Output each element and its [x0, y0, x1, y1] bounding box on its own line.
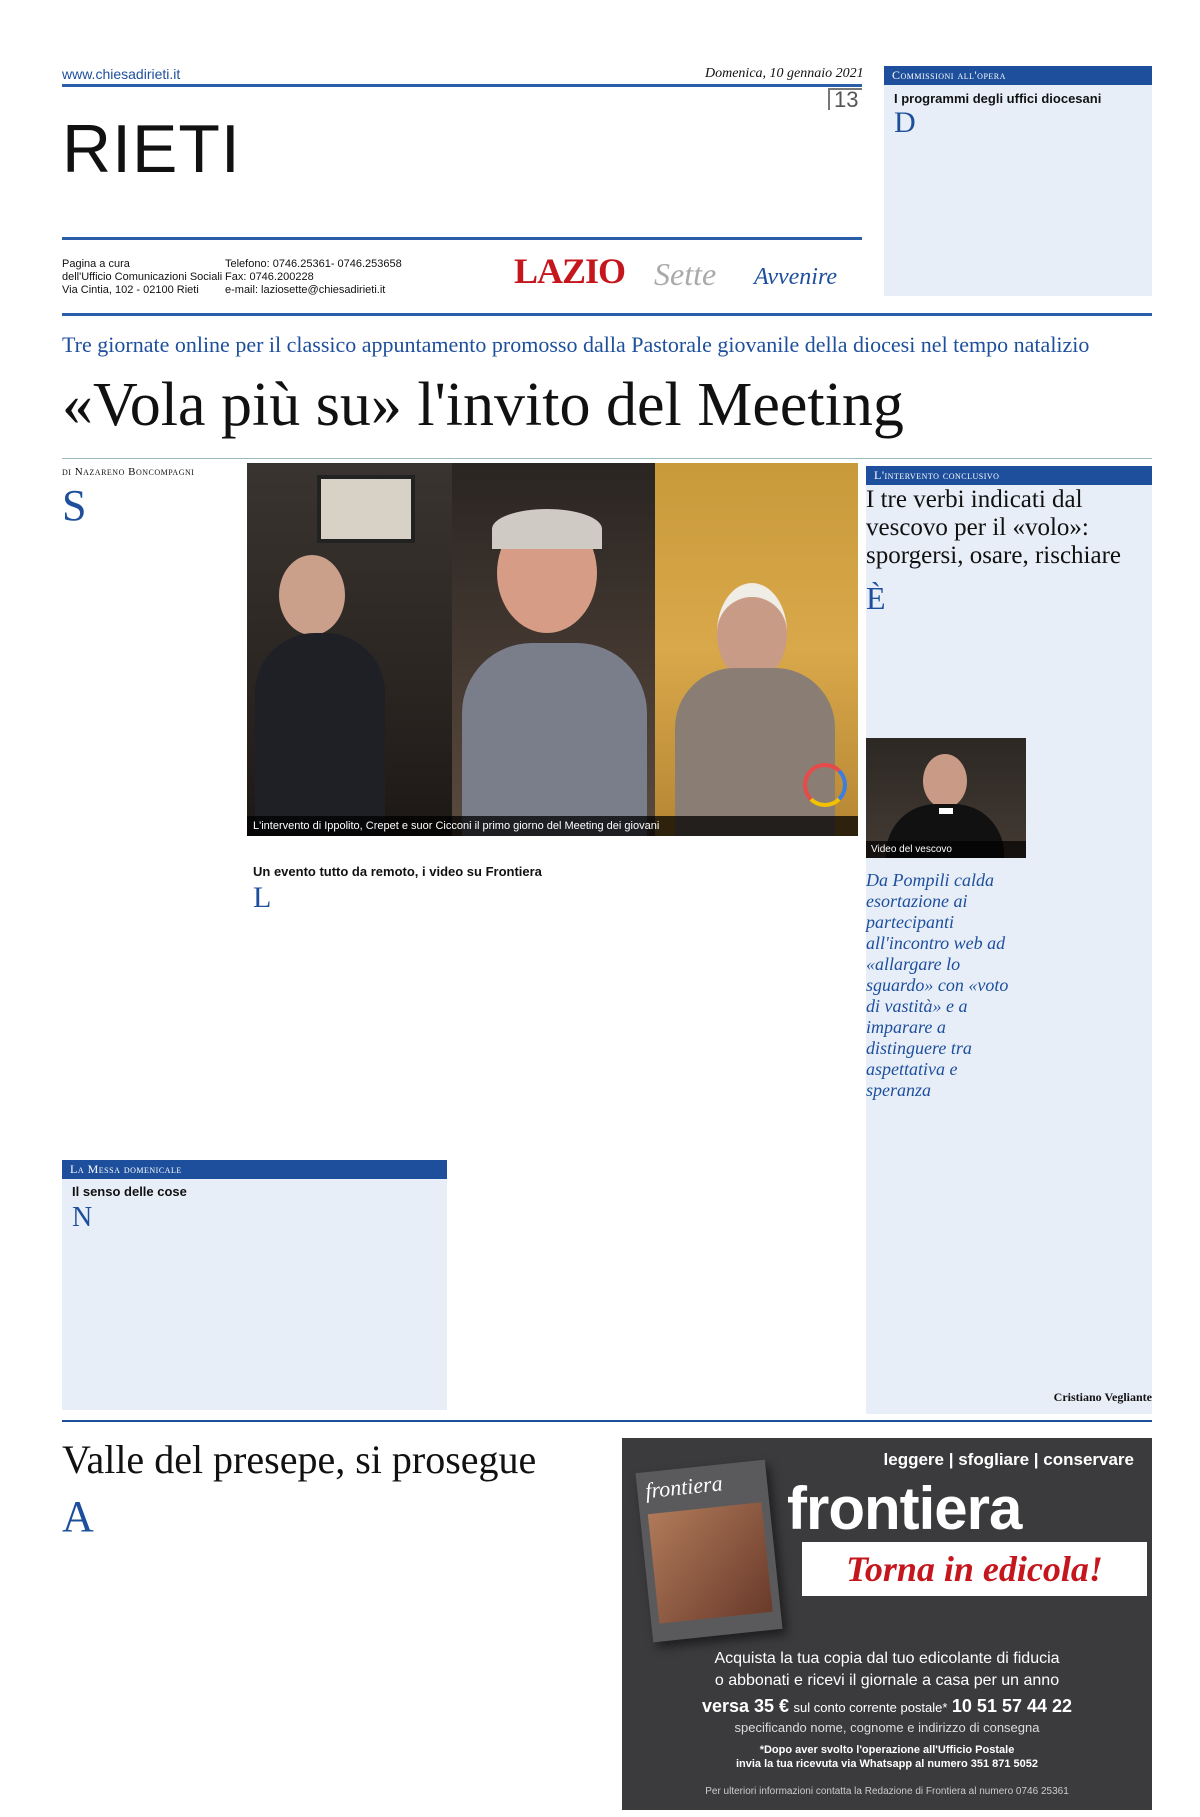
issue-date: Domenica, 10 gennaio 2021 [705, 66, 864, 81]
ad-line2: o abbonati e ricevi il giornale a casa per un anno [714, 1672, 1060, 1689]
ad-note1: *Dopo aver svolto l'operazione all'Ufficio Postale [759, 1744, 1015, 1756]
logo-sette: Sette [654, 256, 717, 292]
phone: Telefono: 0746.25361- 0746.253658 [225, 258, 402, 270]
remote-event-box [253, 864, 647, 1024]
sidebar-header: Commissioni all'opera [884, 66, 1152, 85]
dropcap: L [253, 883, 272, 914]
conclusion-signature: Cristiano Vegliante [1053, 1390, 1152, 1404]
ad-account-label: sul conto corrente postale* [793, 1700, 948, 1715]
dropcap: S [62, 484, 87, 530]
cover-photo [648, 1502, 773, 1623]
award-frame [317, 475, 415, 543]
email[interactable]: e-mail: laziosette@chiesadirieti.it [225, 284, 386, 296]
article-col4 [456, 1162, 648, 1410]
remote-box-body [253, 883, 647, 1018]
presepe-col1 [62, 1495, 236, 1807]
sidebar-title: I programmi degli uffici diocesani [894, 91, 1102, 106]
conclusion-header: L'intervento conclusivo [866, 466, 1152, 485]
frontiera-ad[interactable] [622, 1438, 1152, 1810]
cover-brand: frontiera [644, 1470, 724, 1504]
ad-magazine-cover [635, 1460, 782, 1643]
fax: Fax: 0746.200228 [225, 271, 314, 283]
sidebar-commissioni [884, 66, 1152, 296]
headline-rule [62, 458, 1152, 459]
mass-box [62, 1160, 447, 1410]
website-url[interactable]: www.chiesadirieti.it [62, 66, 181, 82]
header-bottom-rule [62, 313, 1152, 316]
mass-box-body-right [258, 1184, 436, 1404]
section-title: RIETI [62, 111, 241, 187]
ad-line3 [622, 1696, 1152, 1717]
logo-avvenire: Avvenire [754, 264, 838, 290]
bishop-video-thumb[interactable] [866, 738, 1026, 858]
ad-brand: frontiera [787, 1475, 1022, 1542]
bishop-collar [939, 808, 953, 814]
person-ippolito-body [255, 633, 385, 833]
conclusion-body-top [866, 582, 1152, 734]
lazio-sette-logo [514, 250, 854, 300]
mass-box-title: Il senso delle cose [72, 1184, 187, 1199]
article-kicker: Tre giornate online per il classico appuntamento promosso dalla Pastorale giovanile della diocesi nel tempo natalizio [62, 332, 1090, 357]
ad-note2: invia la tua ricevuta via Whatsapp al numero 351 871 5052 [735, 1758, 1039, 1770]
article-col2 [253, 1028, 445, 1152]
contact-mid [225, 258, 402, 297]
ad-line4: specificando nome, cognome e indirizzo di consegna [734, 1720, 1040, 1735]
presepe-headline: Valle del presepe, si prosegue [62, 1437, 537, 1482]
byline: di Nazareno Boncompagni [62, 466, 195, 478]
dropcap: È [866, 582, 886, 616]
conclusion-body-right [1034, 738, 1152, 1060]
contact-line: dell'Ufficio Comunicazioni Sociali [62, 271, 223, 283]
article-col3 [456, 1028, 648, 1152]
sidebar-body [894, 108, 1142, 283]
panel-right [655, 463, 858, 836]
photo-caption: L'intervento di Ippolito, Crepet e suor Cicconi il primo giorno del Meeting dei giovani [247, 816, 858, 836]
ad-account-number: 10 51 57 44 22 [951, 1696, 1073, 1716]
ad-slogan: Torna in edicola! [802, 1542, 1147, 1596]
person-crepet-body [462, 643, 647, 836]
pull-quote: Da Pompili calda esortazione ai partecipanti all'incontro web ad «allargare lo sguardo» con «voto di vastità» e a imparare a distinguere tra aspettativa e speranza [866, 870, 1009, 1100]
article-headline: «Vola più su» l'invito del Meeting [62, 371, 904, 439]
ad-tagline: leggere | sfogliare | conservare [883, 1450, 1134, 1469]
dropcap: N [72, 1204, 93, 1233]
conclusion-body-bottom [866, 1066, 1152, 1386]
contact-line: Pagina a cura [62, 258, 130, 270]
header-top-rule [62, 84, 862, 87]
ad-footer: Per ulteriori informazioni contatta la Redazione di Frontiera al numero 0746 25361 [705, 1786, 1069, 1797]
ad-line1: Acquista la tua copia dal tuo edicolante di fiducia [714, 1650, 1060, 1667]
meeting-photo [247, 463, 858, 836]
ad-price: versa 35 € [701, 1696, 790, 1716]
person-crepet-hair [492, 509, 602, 549]
mass-box-body-left [72, 1204, 244, 1404]
conclusion-headline: I tre verbi indicati dal vescovo per il «volo»: sporgersi, osare, rischiare [866, 486, 1122, 569]
article-col5 [660, 864, 856, 1410]
contact-line: Via Cintia, 102 - 02100 Rieti [62, 284, 199, 296]
presepe-top-rule [62, 1420, 1152, 1422]
bishop-head [923, 754, 967, 808]
dropcap: D [894, 108, 916, 139]
header-mid-rule [62, 237, 862, 240]
person-cicconi-body [675, 668, 835, 836]
video-caption: Video del vescovo [866, 841, 1026, 858]
remote-box-title: Un evento tutto da remoto, i video su Frontiera [253, 864, 542, 879]
person-ippolito [279, 555, 345, 635]
mass-box-header: La Messa domenicale [62, 1160, 447, 1179]
contact-left [62, 258, 222, 297]
presepe-col2 [248, 1495, 416, 1807]
presepe-col3 [428, 1495, 596, 1807]
logo-lazio: LAZIO [514, 251, 626, 291]
page-number: 13 [828, 88, 862, 110]
meeting-logo-icon [803, 763, 847, 807]
panel-left [247, 463, 452, 836]
dropcap: A [62, 1495, 94, 1541]
panel-middle [452, 463, 655, 836]
article-col1 [62, 484, 232, 1154]
